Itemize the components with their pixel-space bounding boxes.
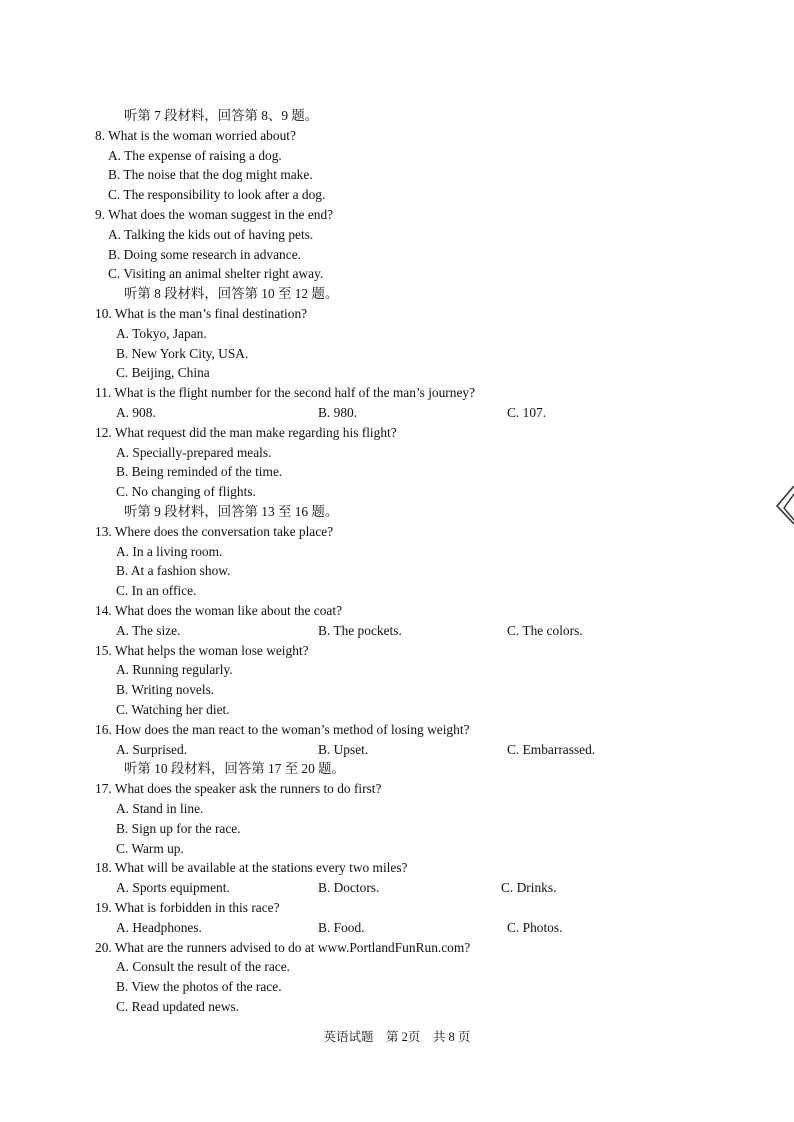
question-stem-text: 11. What is the flight number for the second half of the man’s journey? bbox=[95, 385, 476, 401]
question-stem-text: 20. What are the runners advised to do at www.PortlandFunRun.com? bbox=[95, 939, 471, 955]
page-footer: 英语试题 第 2页 共 8 页 bbox=[323, 1030, 471, 1044]
answer-option-text: C. In an office. bbox=[116, 583, 197, 599]
answer-option-text: B. At a fashion show. bbox=[116, 563, 231, 579]
section-instruction-text: 听第 7 段材料，回答第 8、9 题。 bbox=[124, 108, 319, 123]
answer-option: C. The colors. bbox=[507, 622, 583, 638]
answer-option-text: A. Running regularly. bbox=[116, 662, 233, 678]
answer-option-text: C. Visiting an animal shelter right away. bbox=[108, 266, 324, 282]
question-stem-text: 19. What is forbidden in this race? bbox=[95, 900, 280, 915]
question-stem-text: 18. What will be available at the stations every two miles? bbox=[95, 860, 408, 876]
question-stem-text: 14. What does the woman like about the coat? bbox=[95, 603, 343, 618]
answer-option-text: A. In a living room. bbox=[116, 543, 223, 559]
answer-option-text: B. New York City, USA. bbox=[116, 345, 249, 361]
answer-option: C. Embarrassed. bbox=[507, 741, 596, 757]
answer-option-text: C. The responsibility to look after a dog. bbox=[108, 187, 326, 203]
answer-option: A. 908. bbox=[116, 405, 156, 420]
answer-option-text: C. Watching her diet. bbox=[116, 702, 230, 717]
answer-option: C. 107. bbox=[507, 405, 547, 420]
question-stem-text: 16. How does the man react to the woman’s method of losing weight? bbox=[95, 721, 470, 737]
answer-option-text: C. No changing of flights. bbox=[116, 484, 256, 500]
answer-option: A. Surprised. bbox=[116, 741, 188, 757]
answer-option-text: A. Specially-prepared meals. bbox=[116, 444, 272, 460]
answer-option-text: C. Read updated news. bbox=[116, 999, 240, 1014]
answer-option-text: B. Being reminded of the time. bbox=[116, 464, 283, 480]
question-stem-text: 12. What request did the man make regarding his flight? bbox=[95, 424, 397, 440]
section-instruction-text: 听第 10 段材料，回答第 17 至 20 题。 bbox=[124, 761, 345, 777]
answer-option-text: C. Warm up. bbox=[116, 840, 184, 856]
answer-option-text: B. Sign up for the race. bbox=[116, 820, 241, 836]
question-stem-text: 10. What is the man’s final destination? bbox=[95, 306, 308, 321]
answer-option: B. Food. bbox=[318, 919, 365, 935]
answer-option-text: A. Tokyo, Japan. bbox=[116, 325, 207, 341]
answer-option-text: B. View the photos of the race. bbox=[116, 979, 282, 995]
answer-option: B. Upset. bbox=[318, 741, 369, 757]
answer-option: B. The pockets. bbox=[318, 622, 402, 638]
binding-edge-mark bbox=[772, 484, 794, 540]
answer-option-text: A. The expense of raising a dog. bbox=[108, 147, 282, 163]
answer-option-text: C. Beijing, China bbox=[116, 365, 210, 381]
question-stem-text: 9. What does the woman suggest in the end? bbox=[95, 207, 334, 222]
question-stem-text: 17. What does the speaker ask the runners to do first? bbox=[95, 781, 382, 797]
answer-option: C. Drinks. bbox=[501, 880, 557, 896]
section-instruction-text: 听第 8 段材料，回答第 10 至 12 题。 bbox=[124, 286, 339, 302]
answer-option-text: A. Stand in line. bbox=[116, 801, 204, 816]
question-stem-text: 15. What helps the woman lose weight? bbox=[95, 642, 309, 658]
answer-option-text: B. Doing some research in advance. bbox=[108, 246, 301, 262]
answer-option: A. The size. bbox=[116, 622, 181, 638]
answer-option-text: B. Writing novels. bbox=[116, 682, 215, 698]
question-stem-text: 13. Where does the conversation take place? bbox=[95, 523, 334, 539]
answer-option-text: B. The noise that the dog might make. bbox=[108, 167, 313, 183]
section-instruction-text: 听第 9 段材料，回答第 13 至 16 题。 bbox=[124, 504, 339, 519]
answer-option: B. Doctors. bbox=[318, 880, 380, 896]
answer-option-text: A. Consult the result of the race. bbox=[116, 959, 291, 975]
answer-option: B. 980. bbox=[318, 405, 358, 420]
answer-option: A. Sports equipment. bbox=[116, 880, 230, 896]
answer-option: C. Photos. bbox=[507, 919, 563, 935]
answer-option-text: A. Talking the kids out of having pets. bbox=[108, 226, 314, 242]
question-stem-text: 8. What is the woman worried about? bbox=[95, 127, 296, 143]
answer-option: A. Headphones. bbox=[116, 919, 202, 935]
